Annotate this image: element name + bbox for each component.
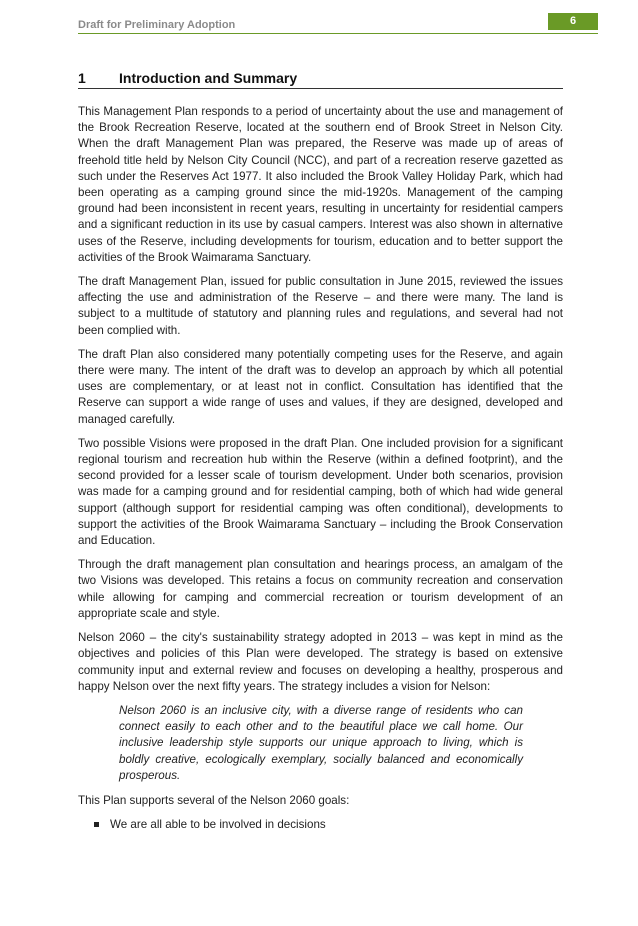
paragraph: The draft Management Plan, issued for public consultation in June 2015, reviewed the issues affecting the use and administration of the Reserve – and there were many. The land is subject to a multitude of statutory and planning rules and regulations, and several had not been complied with. [78, 275, 563, 337]
paragraph: Through the draft management plan consultation and hearings process, an amalgam of the two Visions was developed. This retains a focus on community recreation and conservation while allowing for camping and commercial recreation or tourism development of an appropriate scale and style. [78, 558, 563, 620]
page-number-badge: 6 [548, 13, 598, 30]
section-number: 1 [78, 70, 86, 86]
body-content [78, 104, 563, 833]
list-item [78, 817, 563, 833]
goals-list [78, 817, 563, 833]
section-heading [78, 70, 563, 89]
goal-text: We are all able to be involved in decisions [110, 818, 326, 832]
paragraph: Two possible Visions were proposed in the draft Plan. One included provision for a significant regional tourism and recreation hub within the Reserve (within a defined footprint), and the second provided for a lesser scale of tourism development. Under both scenarios, provision was made for a camping ground and for residential camping, both of which had wide general support (although support for residential camping was often conditional), developments to support the activities of the Brook Waimarama Sanctuary – including the Brook Conservation and Education. [78, 436, 563, 548]
bullet-icon [94, 822, 99, 827]
paragraph: This Management Plan responds to a period of uncertainty about the use and management of the Brook Recreation Reserve, located at the southern end of Brook Street in Nelson City. When the draft Management Plan was prepared, the Reserve was made up of areas of freehold title held by Nelson City Council (NCC), and part of a recreation reserve gazetted as such under the Reserves Act 1977. It also included the Brook Valley Holiday Park, which had been operating as a camping ground since the mid-1920s. Management of the camping ground had been inconsistent in recent years, resulting in uncertainty for residential campers and a significant reduction in its use by casual campers. Interest was also shown in alternative uses of the Reserve, including developments for tourism, education and to better support the activities of the Brook Waimarama Sanctuary. [78, 105, 563, 264]
paragraph: The draft Plan also considered many potentially competing uses for the Reserve, and again there were many. The intent of the draft was to develop an approach by which all potential uses are complementary, or at least not in conflict. Consultation has identified that the Reserve can support a wide range of uses and values, if they are designed, developed and managed carefully. [78, 347, 563, 426]
paragraph: Nelson 2060 – the city's sustainability strategy adopted in 2013 – was kept in mind as the objectives and policies of this Plan were developed. The strategy is based on extensive community input and external review and focuses on developing a healthy, prosperous and happy Nelson over the next fifty years. The strategy includes a vision for Nelson: [78, 631, 563, 693]
section-title: Introduction and Summary [119, 70, 298, 86]
goals-intro: This Plan supports several of the Nelson 2060 goals: [78, 793, 350, 807]
running-header: Draft for Preliminary Adoption [78, 19, 236, 31]
header-divider [78, 33, 598, 34]
vision-quote: Nelson 2060 is an inclusive city, with a diverse range of residents who can connect easily to each other and to the beautiful place we call home. Our inclusive leadership style supports our unique approach to living, which is boldly creative, ecologically exemplary, socially balanced and economically prosperous. [119, 703, 523, 782]
